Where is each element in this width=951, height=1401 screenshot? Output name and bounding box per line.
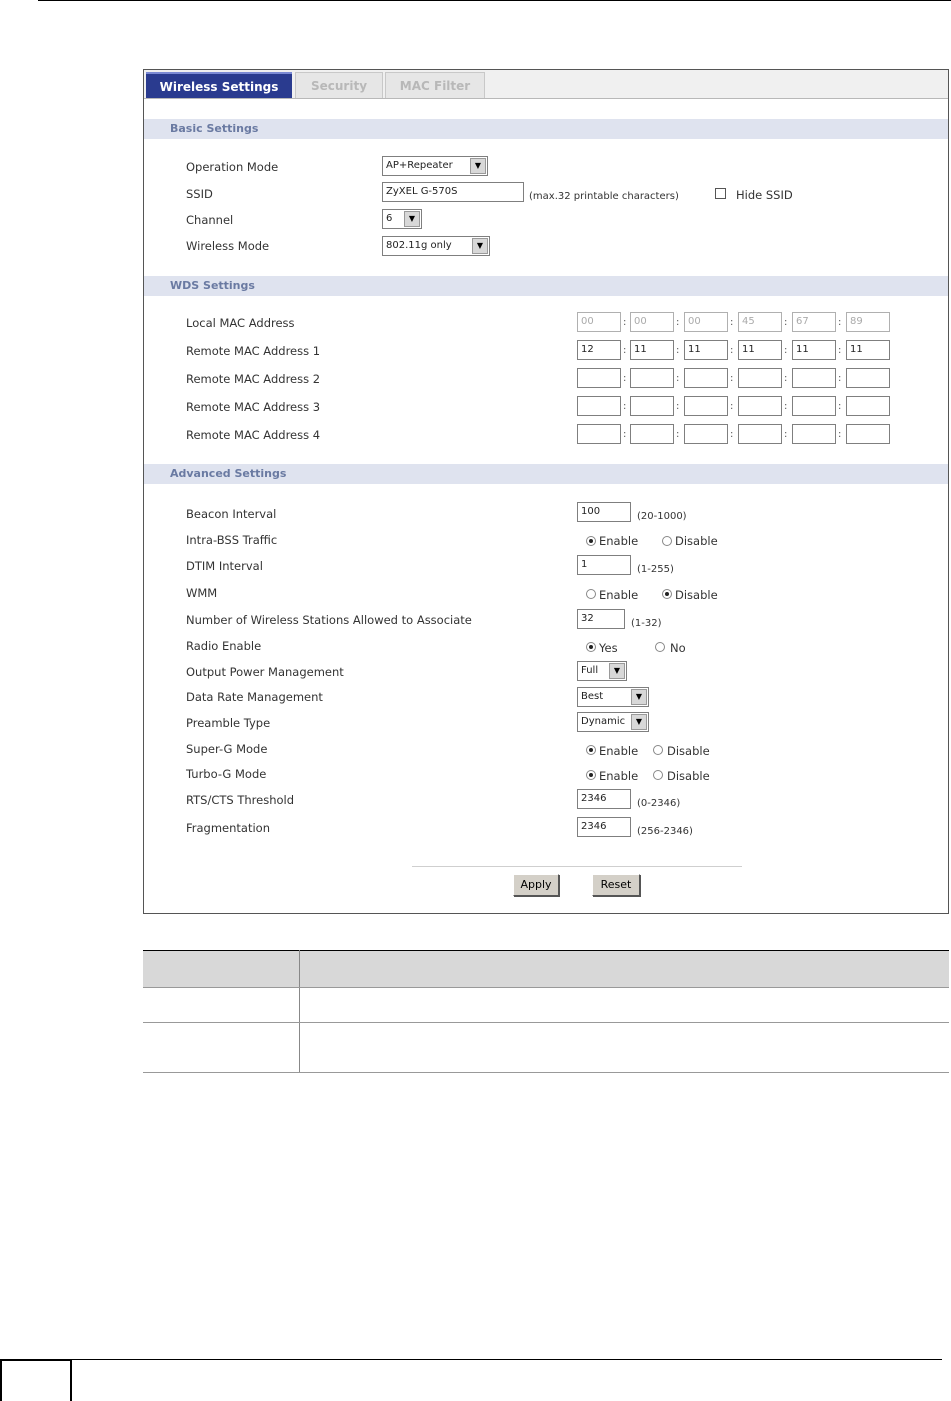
tab-bar (144, 70, 948, 99)
table-row (143, 988, 949, 1023)
section-advanced-settings: Advanced Settings (144, 464, 948, 484)
intra-bss-disable-label: Disable (675, 534, 718, 548)
mac-separator: : (623, 345, 627, 356)
channel-label: Channel (186, 213, 234, 227)
radio-enable-yes-radio[interactable] (586, 642, 596, 652)
remote-mac-octet-input[interactable]: 12 (577, 340, 621, 360)
local-mac-octet-field: 45 (738, 312, 782, 332)
super-g-disable-label: Disable (667, 744, 710, 758)
mac-separator: : (730, 373, 734, 384)
remote-mac-octet-input[interactable] (792, 396, 836, 416)
mac-separator: : (676, 317, 680, 328)
remote-mac-octet-input[interactable] (577, 368, 621, 388)
turbo-g-label: Turbo-G Mode (186, 767, 267, 781)
remote-mac-octet-input[interactable]: 11 (630, 340, 674, 360)
beacon-interval-hint: (20-1000) (637, 511, 687, 522)
local-mac-octet-field: 00 (630, 312, 674, 332)
remote-mac-octet-input[interactable] (684, 396, 728, 416)
table-header-row (143, 951, 949, 988)
mac-separator: : (676, 345, 680, 356)
table-cell (300, 1023, 950, 1073)
wireless-settings-screen (143, 69, 949, 914)
remote-mac-octet-input[interactable] (684, 424, 728, 444)
super-g-label: Super-G Mode (186, 742, 268, 756)
channel-value: 6 (386, 213, 393, 224)
mac-separator: : (730, 429, 734, 440)
wds-row-label: Remote MAC Address 1 (186, 344, 321, 358)
mac-separator: : (784, 345, 788, 356)
preamble-value: Dynamic (581, 716, 626, 727)
chevron-down-icon: ▼ (631, 714, 647, 730)
stations-input[interactable]: 32 (577, 609, 625, 629)
table-cell (300, 988, 950, 1023)
remote-mac-octet-input[interactable] (577, 424, 621, 444)
remote-mac-octet-input[interactable] (630, 368, 674, 388)
dtim-input[interactable]: 1 (577, 555, 631, 575)
chevron-down-icon: ▼ (472, 238, 488, 254)
reset-button[interactable]: Reset (592, 874, 640, 896)
chevron-down-icon: ▼ (404, 211, 420, 227)
fragmentation-hint: (256-2346) (637, 826, 693, 837)
stations-hint: (1-32) (631, 618, 662, 629)
remote-mac-octet-input[interactable]: 11 (738, 340, 782, 360)
super-g-enable-label: Enable (599, 744, 639, 758)
mac-separator: : (623, 373, 627, 384)
mac-separator: : (623, 401, 627, 412)
rts-cts-hint: (0-2346) (637, 798, 681, 809)
intra-bss-disable-radio[interactable] (662, 536, 672, 546)
turbo-g-disable-radio[interactable] (653, 770, 663, 780)
mac-separator: : (784, 429, 788, 440)
preamble-select[interactable] (577, 712, 649, 732)
remote-mac-octet-input[interactable] (846, 368, 890, 388)
mac-separator: : (838, 317, 842, 328)
radio-enable-label: Radio Enable (186, 639, 262, 653)
operation-mode-label: Operation Mode (186, 160, 279, 174)
fragmentation-input[interactable]: 2346 (577, 817, 631, 837)
mac-separator: : (676, 401, 680, 412)
remote-mac-octet-input[interactable] (738, 396, 782, 416)
mac-separator: : (730, 401, 734, 412)
local-mac-octet-field: 00 (577, 312, 621, 332)
mac-separator: : (838, 345, 842, 356)
dtim-hint: (1-255) (637, 564, 674, 575)
super-g-disable-radio[interactable] (653, 745, 663, 755)
wmm-label: WMM (186, 586, 218, 600)
tab-security[interactable]: Security (295, 72, 383, 98)
page-number-box (0, 1359, 72, 1401)
mac-separator: : (730, 345, 734, 356)
section-wds-settings: WDS Settings (144, 276, 948, 296)
turbo-g-enable-label: Enable (599, 769, 639, 783)
remote-mac-octet-input[interactable]: 11 (684, 340, 728, 360)
intra-bss-enable-radio[interactable] (586, 536, 596, 546)
table-header-cell (300, 951, 950, 988)
mac-separator: : (838, 373, 842, 384)
preamble-label: Preamble Type (186, 716, 271, 730)
mac-separator: : (784, 401, 788, 412)
tab-wireless-settings[interactable]: Wireless Settings (146, 72, 292, 98)
apply-button[interactable]: Apply (513, 874, 559, 896)
fragmentation-label: Fragmentation (186, 821, 271, 835)
tab-mac-filter[interactable]: MAC Filter (385, 72, 485, 98)
ssid-label: SSID (186, 187, 213, 201)
footer-rule (72, 1359, 942, 1360)
local-mac-octet-field: 67 (792, 312, 836, 332)
table-row (143, 1023, 949, 1073)
hide-ssid-label: Hide SSID (736, 188, 793, 202)
intra-bss-enable-label: Enable (599, 534, 639, 548)
wmm-enable-label: Enable (599, 588, 639, 602)
wmm-disable-label: Disable (675, 588, 718, 602)
wds-row-label: Remote MAC Address 4 (186, 428, 321, 442)
button-divider (412, 866, 742, 867)
page-top-rule (38, 0, 951, 1)
chevron-down-icon: ▼ (609, 663, 625, 679)
remote-mac-octet-input[interactable]: 11 (792, 340, 836, 360)
wds-row-label: Remote MAC Address 2 (186, 372, 321, 386)
radio-enable-no-radio[interactable] (655, 642, 665, 652)
mac-separator: : (730, 317, 734, 328)
remote-mac-octet-input[interactable] (792, 368, 836, 388)
channel-select[interactable] (382, 209, 422, 229)
mac-separator: : (838, 429, 842, 440)
intra-bss-label: Intra-BSS Traffic (186, 533, 278, 547)
remote-mac-octet-input[interactable] (577, 396, 621, 416)
remote-mac-octet-input[interactable] (738, 424, 782, 444)
mac-separator: : (676, 373, 680, 384)
field-description-table (143, 950, 949, 1073)
table-header-cell (143, 951, 300, 988)
section-basic-settings: Basic Settings (144, 119, 948, 139)
turbo-g-enable-radio[interactable] (586, 770, 596, 780)
radio-enable-no-label: No (670, 641, 686, 655)
hide-ssid-checkbox[interactable] (715, 188, 726, 199)
mac-separator: : (838, 401, 842, 412)
stations-label: Number of Wireless Stations Allowed to Associate (186, 613, 472, 627)
beacon-interval-input[interactable]: 100 (577, 502, 631, 522)
local-mac-octet-field: 89 (846, 312, 890, 332)
data-rate-select[interactable] (577, 687, 649, 707)
rts-cts-input[interactable]: 2346 (577, 789, 631, 809)
wmm-disable-radio[interactable] (662, 589, 672, 599)
radio-enable-yes-label: Yes (599, 641, 618, 655)
mac-separator: : (676, 429, 680, 440)
remote-mac-octet-input[interactable] (846, 424, 890, 444)
data-rate-label: Data Rate Management (186, 690, 323, 704)
mac-separator: : (784, 373, 788, 384)
mac-separator: : (623, 429, 627, 440)
remote-mac-octet-input[interactable] (630, 424, 674, 444)
local-mac-octet-field: 00 (684, 312, 728, 332)
table-cell (143, 1023, 300, 1073)
table-cell (143, 988, 300, 1023)
chevron-down-icon: ▼ (631, 689, 647, 705)
ssid-hint: (max.32 printable characters) (529, 191, 679, 202)
remote-mac-octet-input[interactable] (792, 424, 836, 444)
ssid-input[interactable]: ZyXEL G-570S (382, 182, 524, 202)
remote-mac-octet-input[interactable] (684, 368, 728, 388)
remote-mac-octet-input[interactable] (846, 396, 890, 416)
remote-mac-octet-input[interactable] (738, 368, 782, 388)
rts-cts-label: RTS/CTS Threshold (186, 793, 295, 807)
mac-separator: : (623, 317, 627, 328)
data-rate-value: Best (581, 691, 604, 702)
operation-mode-select[interactable] (382, 156, 488, 176)
wmm-enable-radio[interactable] (586, 589, 596, 599)
output-power-label: Output Power Management (186, 665, 344, 679)
wds-row-label: Local MAC Address (186, 316, 295, 330)
beacon-interval-label: Beacon Interval (186, 507, 277, 521)
wireless-mode-value: 802.11g only (386, 240, 452, 251)
chevron-down-icon: ▼ (470, 158, 486, 174)
turbo-g-disable-label: Disable (667, 769, 710, 783)
output-power-select[interactable] (577, 661, 627, 681)
mac-separator: : (784, 317, 788, 328)
wireless-mode-select[interactable] (382, 236, 490, 256)
super-g-enable-radio[interactable] (586, 745, 596, 755)
remote-mac-octet-input[interactable] (630, 396, 674, 416)
operation-mode-value: AP+Repeater (386, 160, 453, 171)
output-power-value: Full (581, 665, 599, 676)
dtim-label: DTIM Interval (186, 559, 263, 573)
remote-mac-octet-input[interactable]: 11 (846, 340, 890, 360)
wds-row-label: Remote MAC Address 3 (186, 400, 321, 414)
wireless-mode-label: Wireless Mode (186, 239, 270, 253)
